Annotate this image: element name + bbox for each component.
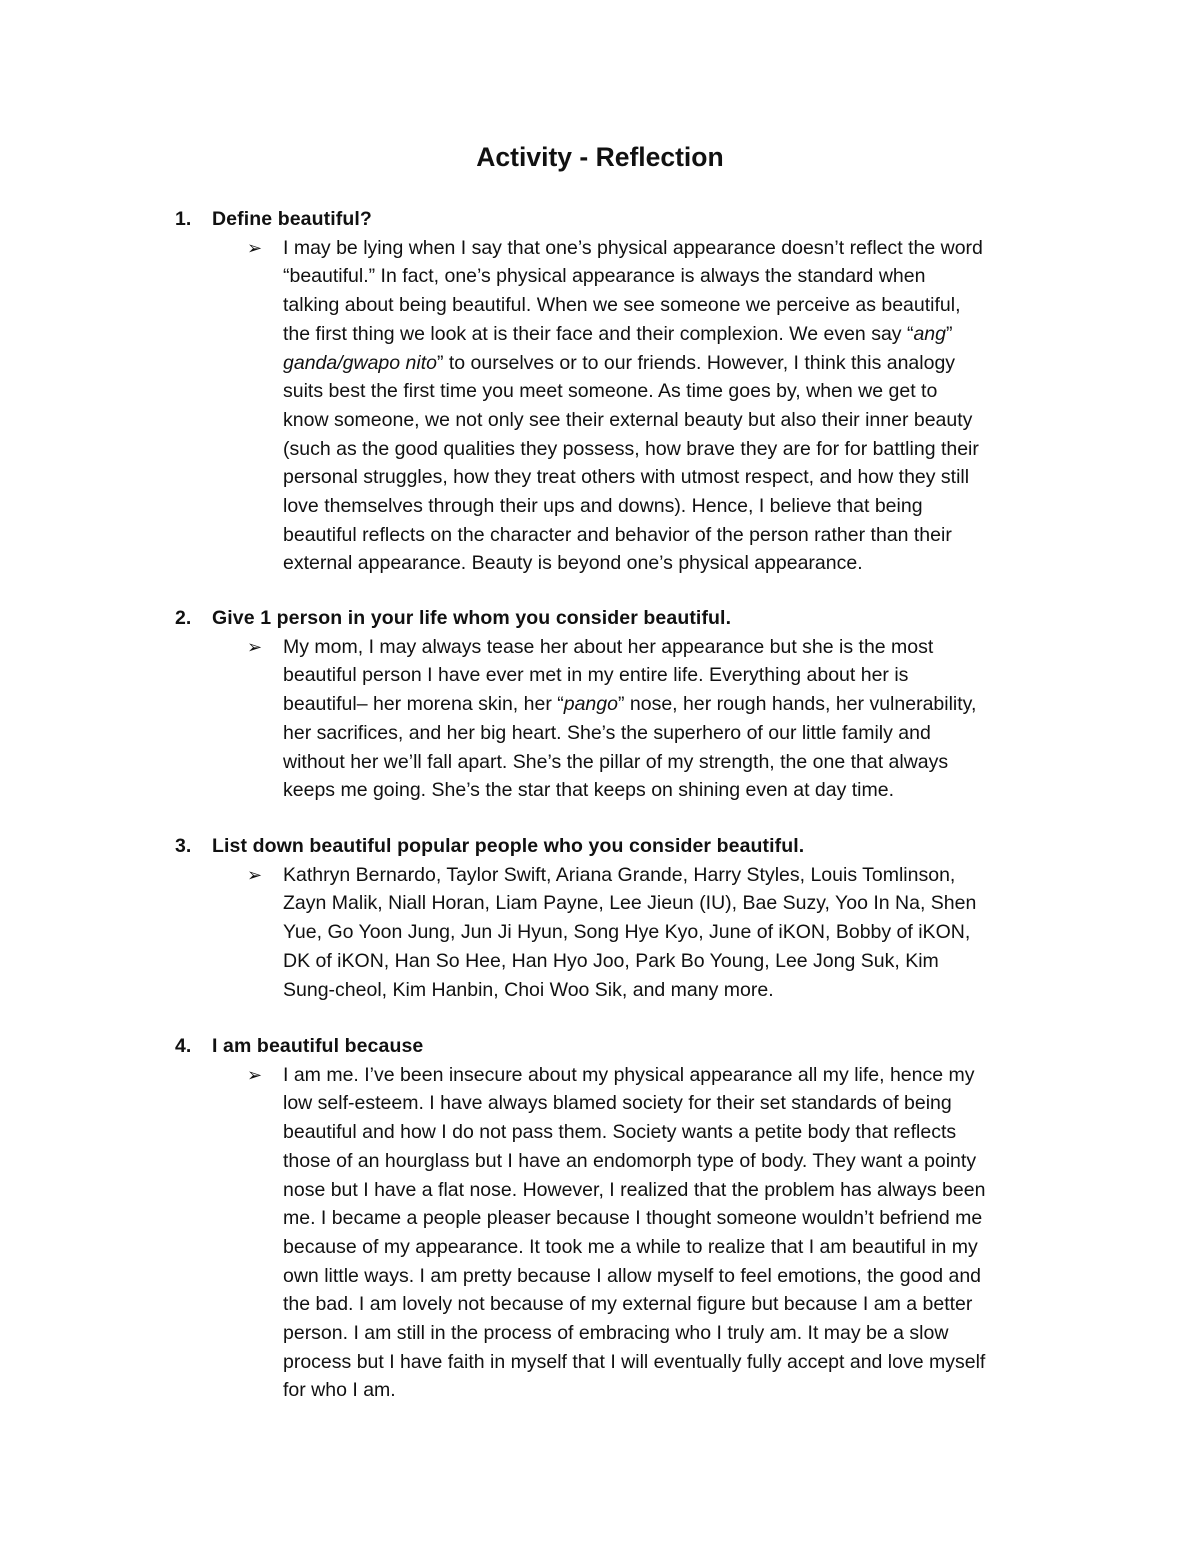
answer-line bbox=[283, 320, 1073, 349]
arrow-bullet-icon: ➢ bbox=[247, 237, 263, 258]
answer-fragment: ” nose, her rough hands, her vulnerability, bbox=[617, 693, 977, 716]
answer-line: own little ways. I am pretty because I allow myself to feel emotions, the good and bbox=[283, 1264, 982, 1287]
answer-line: me. I became a people pleaser because I thought someone wouldn’t befriend me bbox=[283, 1207, 983, 1230]
answer-line: for who I am. bbox=[283, 1379, 396, 1402]
answer-line: nose but I have a flat nose. However, I realized that the problem has always been bbox=[283, 1178, 986, 1201]
answer-italic-fragment: pango bbox=[563, 693, 618, 716]
answer-line: the bad. I am lovely not because of my external figure but because I am a better bbox=[283, 1293, 973, 1316]
answer-line: without her we’ll fall apart. She’s the pillar of my strength, the one that always bbox=[283, 750, 949, 773]
question-prompt: List down beautiful popular people who you consider beautiful. bbox=[212, 835, 805, 857]
answer-line: DK of iKON, Han So Hee, Han Hyo Joo, Park Bo Young, Lee Jong Suk, Kim bbox=[283, 949, 939, 972]
arrow-bullet-icon: ➢ bbox=[247, 1064, 263, 1085]
answer-line: beautiful reflects on the character and behavior of the person rather than their bbox=[283, 523, 952, 546]
answer-line bbox=[283, 349, 1073, 378]
answer-line: I am me. I’ve been insecure about my physical appearance all my life, hence my bbox=[283, 1063, 975, 1086]
answer-line: I may be lying when I say that one’s physical appearance doesn’t reflect the word bbox=[283, 236, 983, 259]
question-number: 4. bbox=[175, 1035, 192, 1057]
answer-text bbox=[283, 861, 1073, 1005]
answer-line bbox=[283, 690, 1073, 719]
answer-line: beautiful and how I do not pass them. Society wants a petite body that reflects bbox=[283, 1121, 957, 1144]
answer-line: Yue, Go Yoon Jung, Jun Ji Hyun, Song Hye Kyo, June of iKON, Bobby of iKON, bbox=[283, 921, 971, 944]
answer-fragment: ” to ourselves or to our friends. However, I think this analogy bbox=[436, 351, 956, 374]
answer-text bbox=[283, 1061, 1073, 1405]
answer-line: My mom, I may always tease her about her appearance but she is the most bbox=[283, 635, 934, 658]
question-number: 3. bbox=[175, 835, 192, 857]
answer-line: Kathryn Bernardo, Taylor Swift, Ariana Grande, Harry Styles, Louis Tomlinson, bbox=[283, 863, 956, 886]
question-prompt: Give 1 person in your life whom you consider beautiful. bbox=[212, 607, 732, 629]
answer-text bbox=[283, 234, 1073, 578]
answer-line: low self-esteem. I have always blamed society for their set standards of being bbox=[283, 1092, 952, 1115]
answer-line: those of an hourglass but I have an endomorph type of body. They want a pointy bbox=[283, 1149, 977, 1172]
answer-text bbox=[283, 633, 1073, 805]
answer-line: external appearance. Beauty is beyond one’s physical appearance. bbox=[283, 552, 863, 575]
answer-line: “beautiful.” In fact, one’s physical appearance is always the standard when bbox=[283, 265, 926, 288]
answer-line: beautiful person I have ever met in my entire life. Everything about her is bbox=[283, 664, 909, 687]
answer-line: person. I am still in the process of embracing who I truly am. It may be a slow bbox=[283, 1322, 949, 1345]
answer-line: (such as the good qualities they possess, how brave they are for for battling their bbox=[283, 437, 979, 460]
answer-line: personal struggles, how they treat others with utmost respect, and how they still bbox=[283, 466, 970, 489]
answer-italic-fragment: ganda/gwapo nito bbox=[283, 351, 437, 374]
question-number: 1. bbox=[175, 208, 192, 230]
answer-line: her sacrifices, and her big heart. She’s the superhero of our little family and bbox=[283, 721, 931, 744]
answer-line: suits best the first time you meet someone. As time goes by, when we get to bbox=[283, 380, 938, 403]
question-prompt: I am beautiful because bbox=[212, 1035, 424, 1057]
arrow-bullet-icon: ➢ bbox=[247, 864, 263, 885]
answer-line: Zayn Malik, Niall Horan, Liam Payne, Lee Jieun (IU), Bae Suzy, Yoo In Na, Shen bbox=[283, 892, 977, 915]
answer-italic-fragment: ang bbox=[913, 322, 946, 345]
question-prompt: Define beautiful? bbox=[212, 208, 372, 230]
answer-fragment: beautiful– her morena skin, her “ bbox=[283, 693, 564, 716]
answer-line: Sung-cheol, Kim Hanbin, Choi Woo Sik, and many more. bbox=[283, 978, 774, 1001]
answer-line: process but I have faith in myself that I will eventually fully accept and love myself bbox=[283, 1350, 986, 1373]
answer-line: keeps me going. She’s the star that keeps on shining even at day time. bbox=[283, 779, 895, 802]
question-number: 2. bbox=[175, 607, 192, 629]
answer-line: love themselves through their ups and downs). Hence, I believe that being bbox=[283, 495, 923, 518]
answer-fragment: ” bbox=[946, 322, 953, 345]
arrow-bullet-icon: ➢ bbox=[247, 636, 263, 657]
answer-line: know someone, we not only see their external beauty but also their inner beauty bbox=[283, 408, 973, 431]
page-title: Activity - Reflection bbox=[476, 142, 724, 172]
answer-fragment: the first thing we look at is their face and their complexion. We even say “ bbox=[283, 322, 914, 345]
answer-line: talking about being beautiful. When we see someone we perceive as beautiful, bbox=[283, 294, 961, 317]
answer-line: because of my appearance. It took me a while to realize that I am beautiful in my bbox=[283, 1235, 978, 1258]
